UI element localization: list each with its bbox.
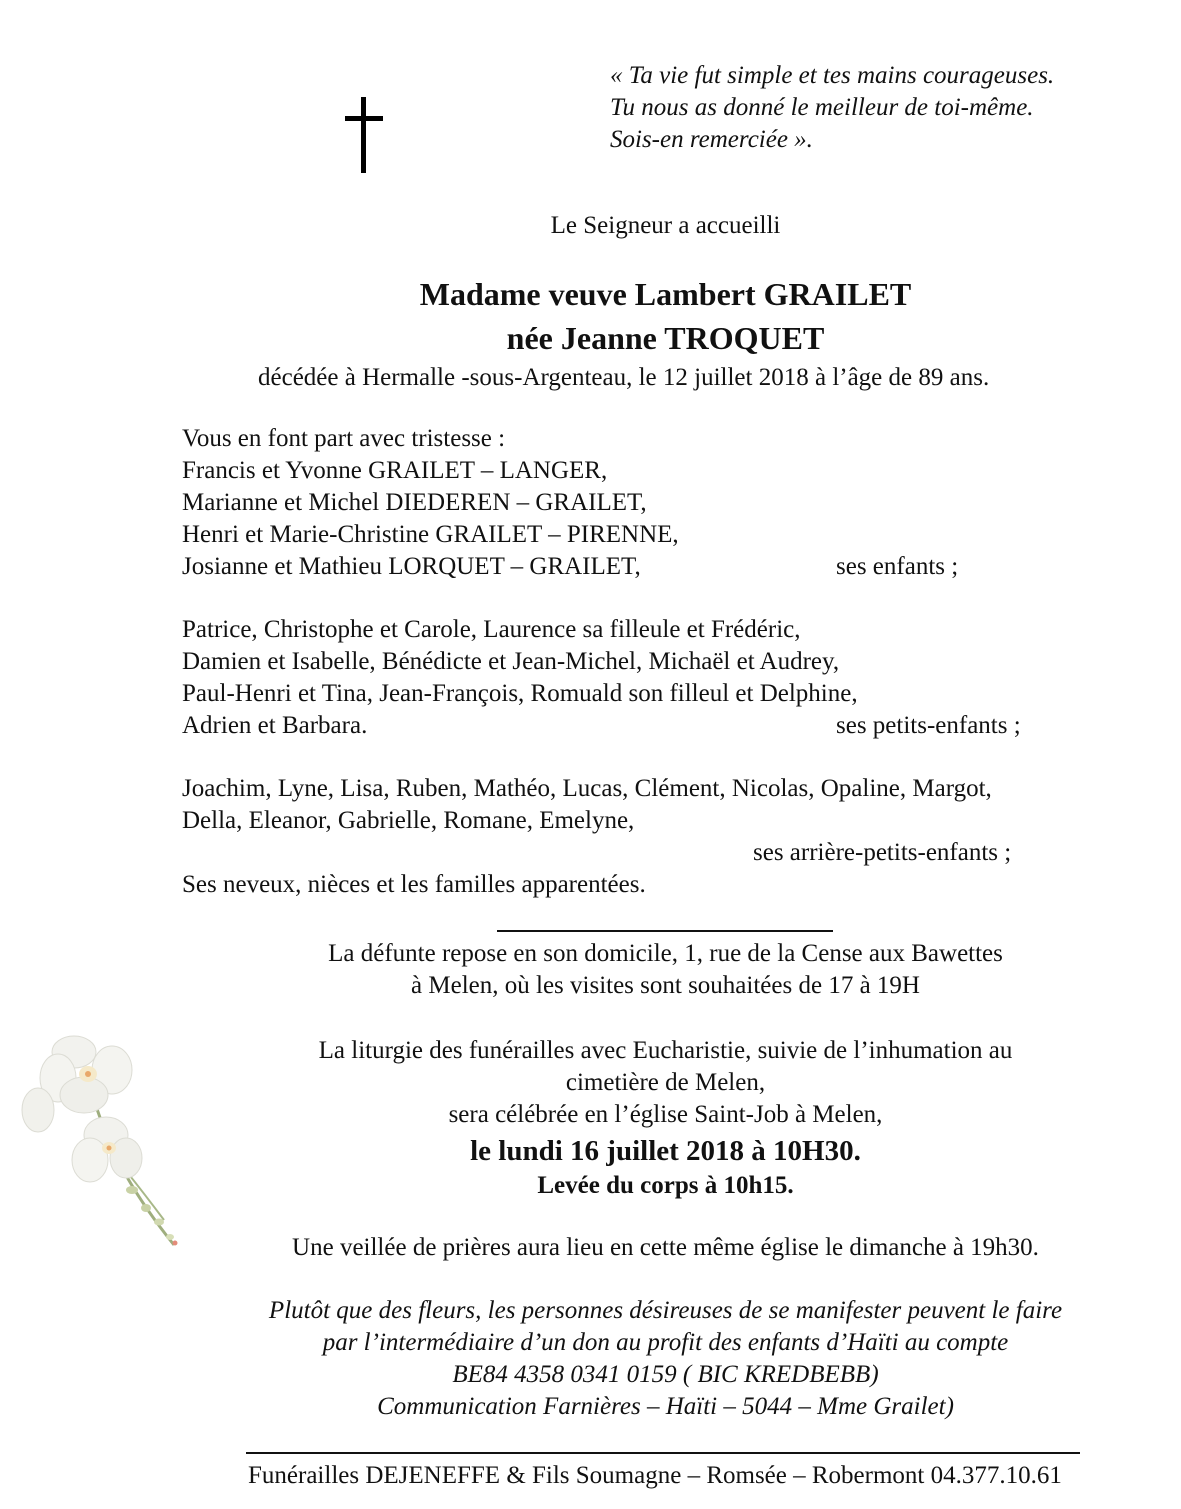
footer-rule bbox=[246, 1452, 1080, 1454]
great-grandchildren-relation: ses arrière-petits-enfants ; bbox=[753, 839, 1012, 866]
extended-family: Ses neveux, nièces et les familles apparentées. bbox=[182, 871, 646, 898]
funeral-home-footer: Funérailles DEJENEFFE & Fils Soumagne – Romsée – Robermont 04.377.10.61 bbox=[248, 1462, 1062, 1489]
cross-icon bbox=[345, 97, 383, 173]
grandchild-line: Patrice, Christophe et Carole, Laurence sa filleule et Frédéric, bbox=[182, 616, 801, 643]
donation-line: par l’intermédiaire d’un don au profit des enfants d’Haïti au compte bbox=[322, 1329, 1009, 1356]
repose-line: à Melen, où les visites sont souhaitées de 17 à 19H bbox=[411, 972, 920, 999]
bank-account: BE84 4358 0341 0159 ( BIC KREDBEBB) bbox=[452, 1361, 879, 1388]
child-line: Francis et Yvonne GRAILET – LANGER, bbox=[182, 457, 608, 484]
grandchild-line: Adrien et Barbara. bbox=[182, 712, 368, 739]
children-header: Vous en font part avec tristesse : bbox=[182, 425, 506, 452]
separator-line bbox=[497, 930, 833, 932]
great-grandchild-line: Della, Eleanor, Gabrielle, Romane, Emelyne, bbox=[182, 807, 635, 834]
donation-communication: Communication Farnières – Haïti – 5044 – Mme Grailet) bbox=[377, 1393, 954, 1420]
child-line: Marianne et Michel DIEDEREN – GRAILET, bbox=[182, 489, 647, 516]
liturgy-line: La liturgie des funérailles avec Eucharistie, suivie de l’inhumation au bbox=[318, 1037, 1013, 1064]
vigil-text: Une veillée de prières aura lieu en cette même église le dimanche à 19h30. bbox=[292, 1234, 1039, 1261]
deceased-name: Madame veuve Lambert GRAILET bbox=[419, 276, 912, 312]
quote-block bbox=[610, 60, 1054, 156]
grandchildren-relation: ses petits-enfants ; bbox=[836, 712, 1021, 739]
liturgy-line: cimetière de Melen, bbox=[565, 1069, 766, 1096]
child-line: Henri et Marie-Christine GRAILET – PIRENNE, bbox=[182, 521, 679, 548]
intro-text: Le Seigneur a accueilli bbox=[550, 212, 781, 239]
grandchild-line: Paul-Henri et Tina, Jean-François, Romuald son filleul et Delphine, bbox=[182, 680, 858, 707]
grandchild-line: Damien et Isabelle, Bénédicte et Jean-Michel, Michaël et Audrey, bbox=[182, 648, 840, 675]
quote-line: Sois-en remerciée ». bbox=[610, 126, 813, 153]
funeral-date: le lundi 16 juillet 2018 à 10H30. bbox=[470, 1135, 861, 1167]
repose-line: La défunte repose en son domicile, 1, rue de la Cense aux Bawettes bbox=[328, 940, 1003, 967]
quote-line: « Ta vie fut simple et tes mains courageuses. bbox=[610, 62, 1055, 89]
child-line: Josianne et Mathieu LORQUET – GRAILET, bbox=[182, 553, 641, 580]
children-relation: ses enfants ; bbox=[836, 553, 959, 580]
deceased-maiden-name: née Jeanne TROQUET bbox=[506, 320, 825, 356]
orchid-icon bbox=[14, 1030, 184, 1250]
great-grandchild-line: Joachim, Lyne, Lisa, Ruben, Mathéo, Lucas, Clément, Nicolas, Opaline, Margot, bbox=[182, 775, 992, 802]
quote-line: Tu nous as donné le meilleur de toi-même. bbox=[610, 94, 1034, 121]
deceased-details: décédée à Hermalle -sous-Argenteau, le 12 juillet 2018 à l’âge de 89 ans. bbox=[258, 364, 990, 391]
donation-line: Plutôt que des fleurs, les personnes désireuses de se manifester peuvent le faire bbox=[268, 1297, 1063, 1324]
levee-du-corps: Levée du corps à 10h15. bbox=[537, 1172, 794, 1199]
liturgy-line: sera célébrée en l’église Saint-Job à Melen, bbox=[448, 1101, 883, 1128]
